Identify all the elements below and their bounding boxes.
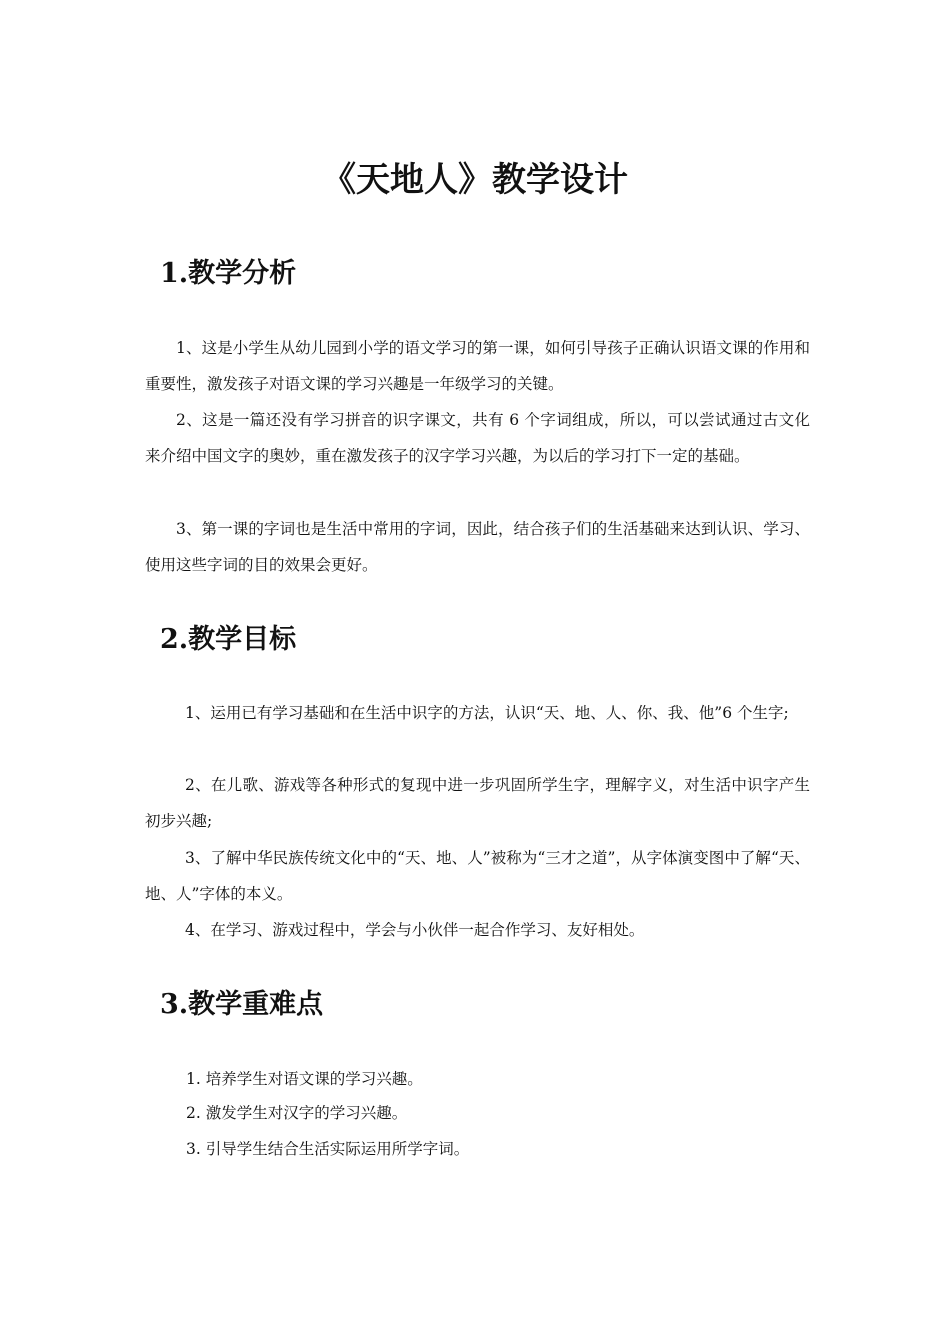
analysis-paragraph-3: 3、第一课的字词也是生活中常用的字词，因此，结合孩子们的生活基础来达到认识、学习、使用这些字词的目的效果会更好。 [145, 520, 810, 574]
section-heading-objectives: 2.教学目标 [160, 624, 297, 655]
document-title: 《天地人》教学设计 [322, 160, 628, 200]
objective-paragraph-3: 3、了解中华民族传统文化中的“天、地、人”被称为“三才之道”，从字体演变图中了解“天、地、人”字体的本义。 [145, 849, 810, 903]
objective-paragraph-1: 1、运用已有学习基础和在生活中识字的方法，认识“天、地、人、你、我、他”6 个生字; [185, 704, 789, 722]
objective-paragraph-2: 2、在儿歌、游戏等各种形式的复现中进一步巩固所学生字，理解字义，对生活中识字产生初步兴趣; [145, 776, 810, 830]
section-heading-key-points: 3.教学重难点 [160, 989, 324, 1020]
analysis-paragraph-2: 2、这是一篇还没有学习拼音的识字课文，共有 6 个字词组成，所以，可以尝试通过古文化来介绍中国文字的奥妙，重在激发孩子的汉字学习兴趣，为以后的学习打下一定的基础。 [145, 411, 810, 465]
section-heading-analysis: 1.教学分析 [160, 258, 297, 289]
key-point-item-1: 1. 培养学生对语文课的学习兴趣。 [186, 1070, 423, 1088]
key-point-item-3: 3. 引导学生结合生活实际运用所学字词。 [186, 1140, 470, 1158]
analysis-paragraph-1: 1、这是小学生从幼儿园到小学的语文学习的第一课，如何引导孩子正确认识语文课的作用和重要性，激发孩子对语文课的学习兴趣是一年级学习的关键。 [145, 339, 810, 393]
objective-paragraph-4: 4、在学习、游戏过程中，学会与小伙伴一起合作学习、友好相处。 [185, 921, 645, 939]
key-point-item-2: 2. 激发学生对汉字的学习兴趣。 [186, 1104, 408, 1122]
